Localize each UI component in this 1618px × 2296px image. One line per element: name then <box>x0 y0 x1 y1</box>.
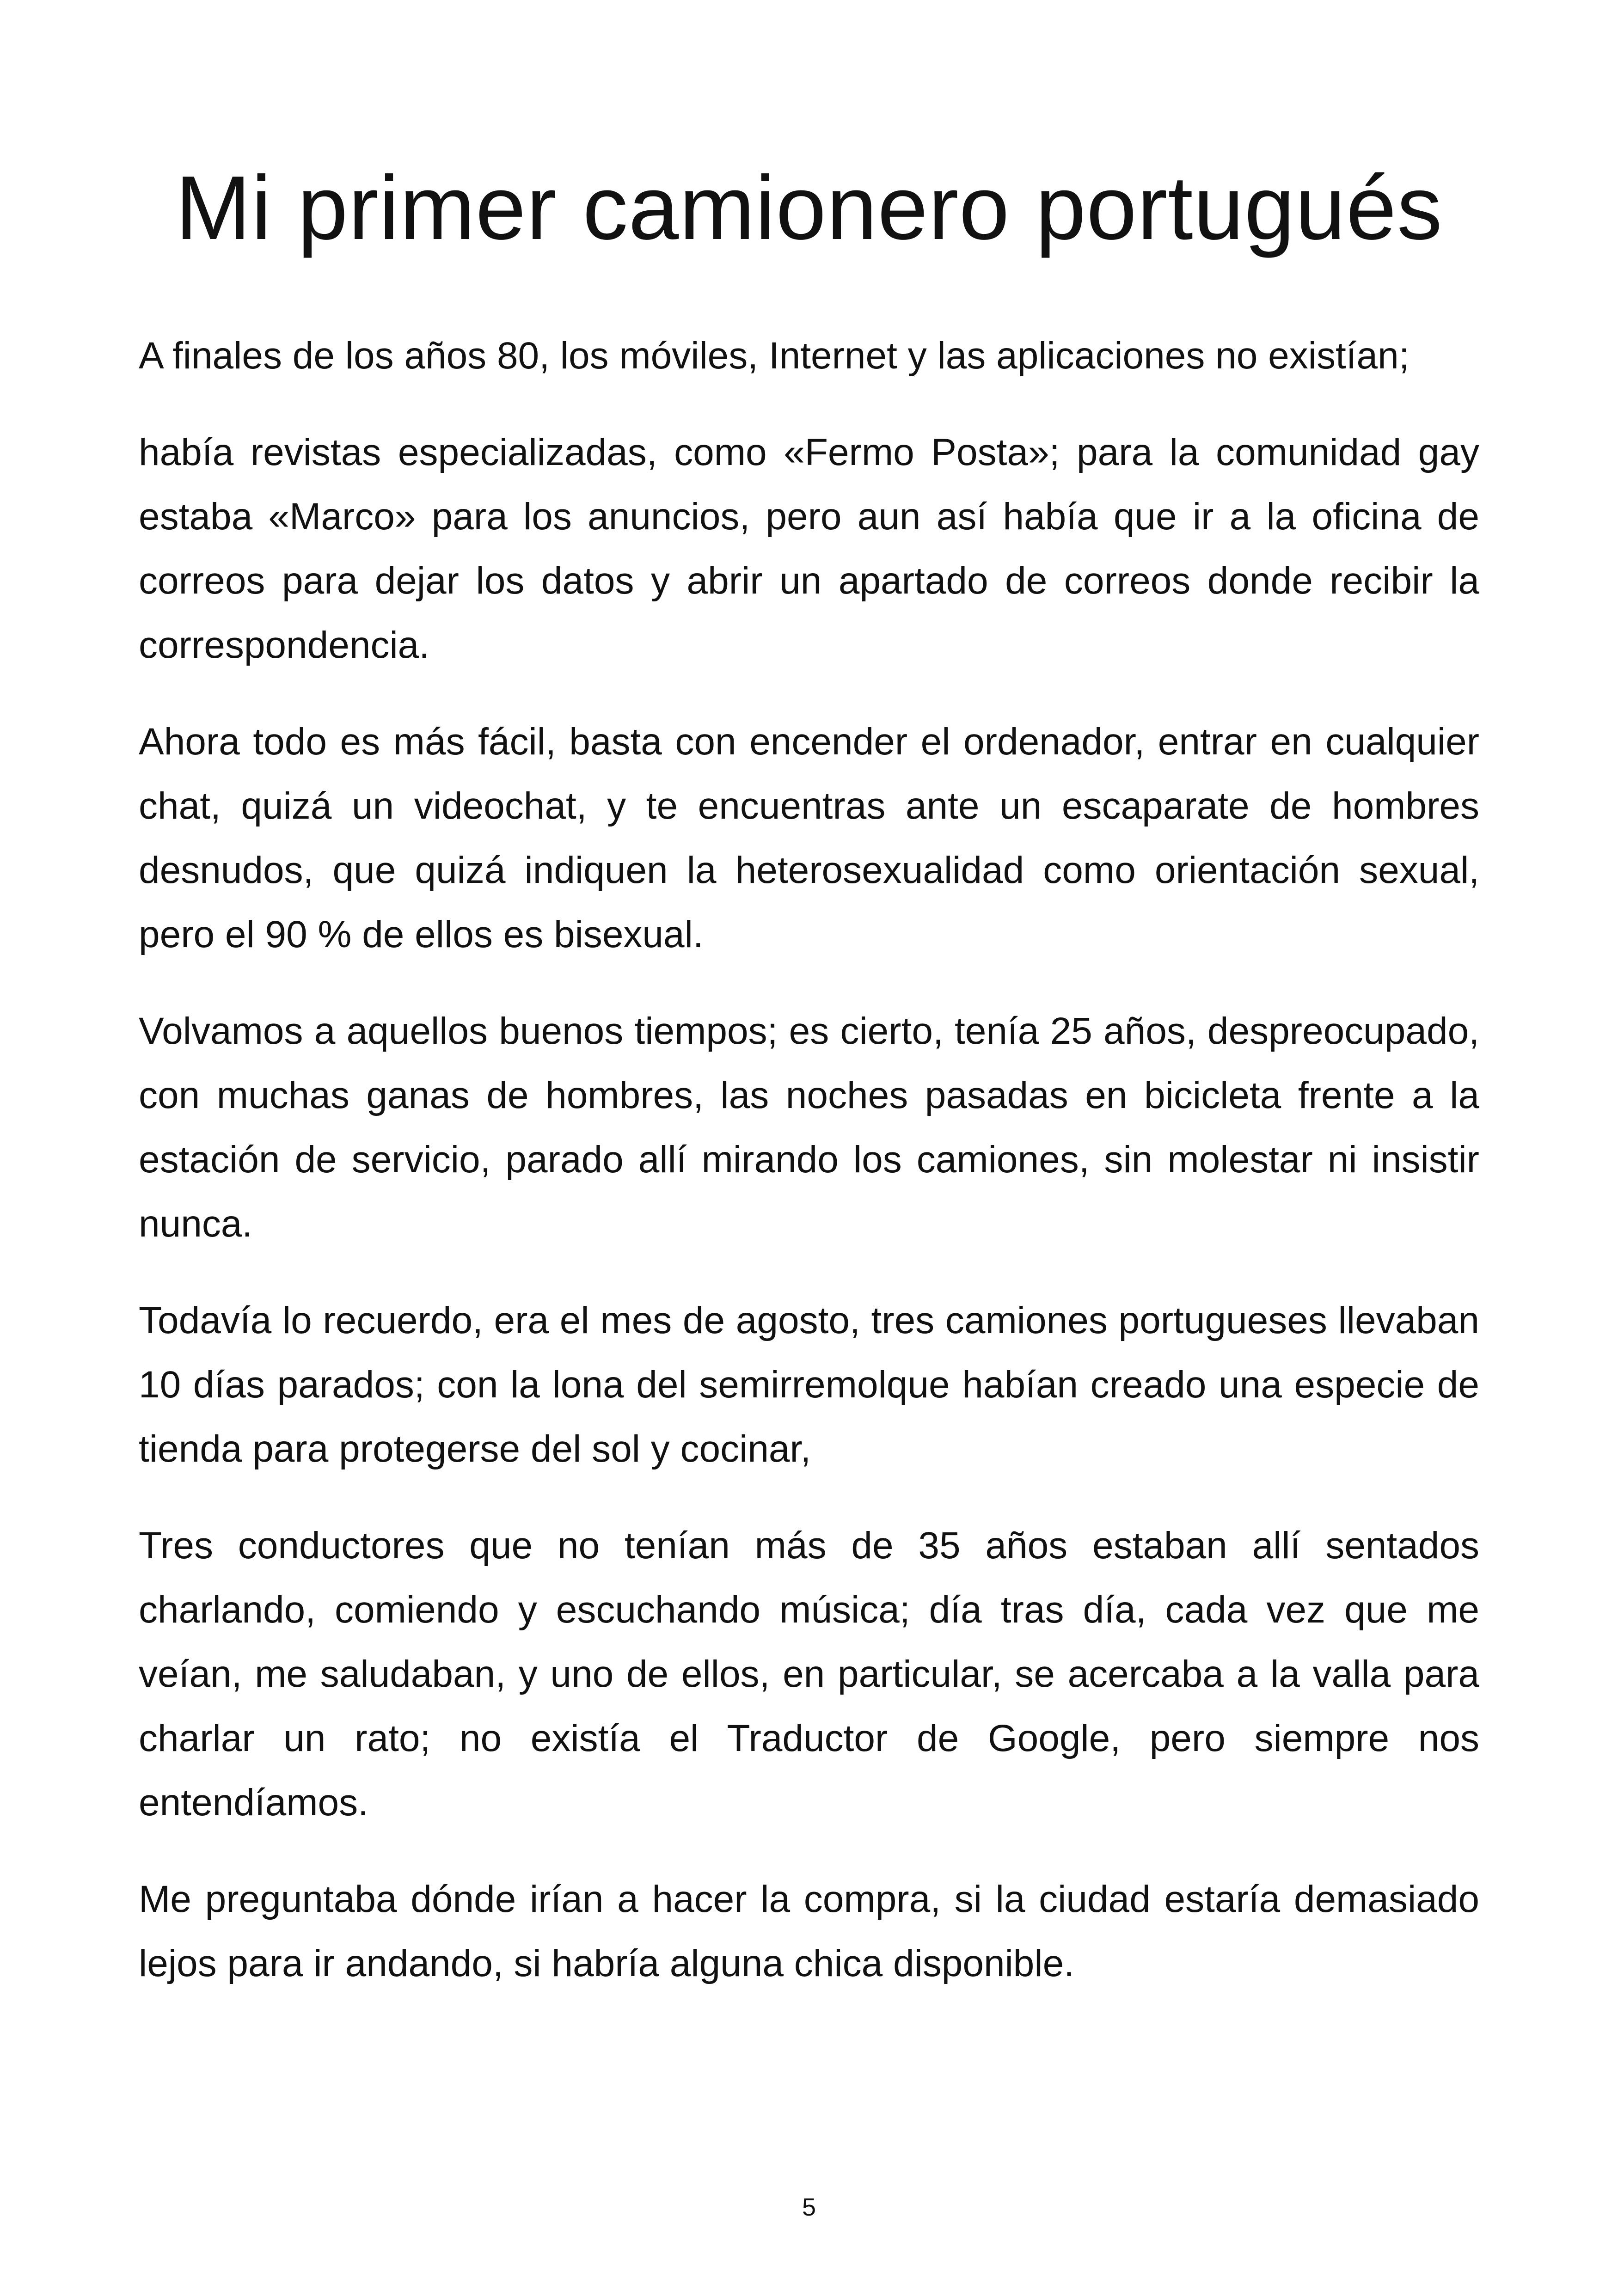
paragraph: A finales de los años 80, los móviles, Internet y las aplicaciones no existían; <box>139 335 1410 377</box>
paragraph: Volvamos a aquellos buenos tiempos; es cierto, tenía 25 años, despreocupado, con muchas ganas de hombres, las noches pasadas en bicicleta frente a la estación de servicio, parado allí mirando los camiones, sin molestar ni insistir nunca. <box>139 1010 1479 1245</box>
paragraph: había revistas especializadas, como «Fermo Posta»; para la comunidad gay estaba «Marco» para los anuncios, pero aun así había que ir a la oficina de correos para dejar los datos y abrir un apartado de correos donde recibir la correspondencia. <box>139 431 1479 666</box>
paragraph: Tres conductores que no tenían más de 35 años estaban allí sentados charlando, comiendo y escuchando música; día tras día, cada vez que me veían, me saludaban, y uno de ellos, en particular, se acercaba a la valla para charlar un rato; no existía el Traductor de Google, pero siempre nos entendíamos. <box>139 1525 1479 1824</box>
paragraph: Todavía lo recuerdo, era el mes de agosto, tres camiones portugueses llevaban 10 días parados; con la lona del semirremolque habían creado una especie de tienda para protegerse del sol y cocinar, <box>139 1299 1479 1470</box>
paragraph: Me preguntaba dónde irían a hacer la compra, si la ciudad estaría demasiado lejos para ir andando, si habría alguna chica disponible. <box>139 1878 1479 1984</box>
paragraph: Ahora todo es más fácil, basta con encender el ordenador, entrar en cualquier chat, quizá un videochat, y te encuentras ante un escaparate de hombres desnudos, que quizá indiquen la heterosexualidad como orientación sexual, pero el 90 % de ellos es bisexual. <box>139 721 1479 955</box>
page-number: 5 <box>802 2193 816 2221</box>
body-text <box>139 324 1479 2028</box>
page-title: Mi primer camionero portugués <box>175 157 1443 258</box>
